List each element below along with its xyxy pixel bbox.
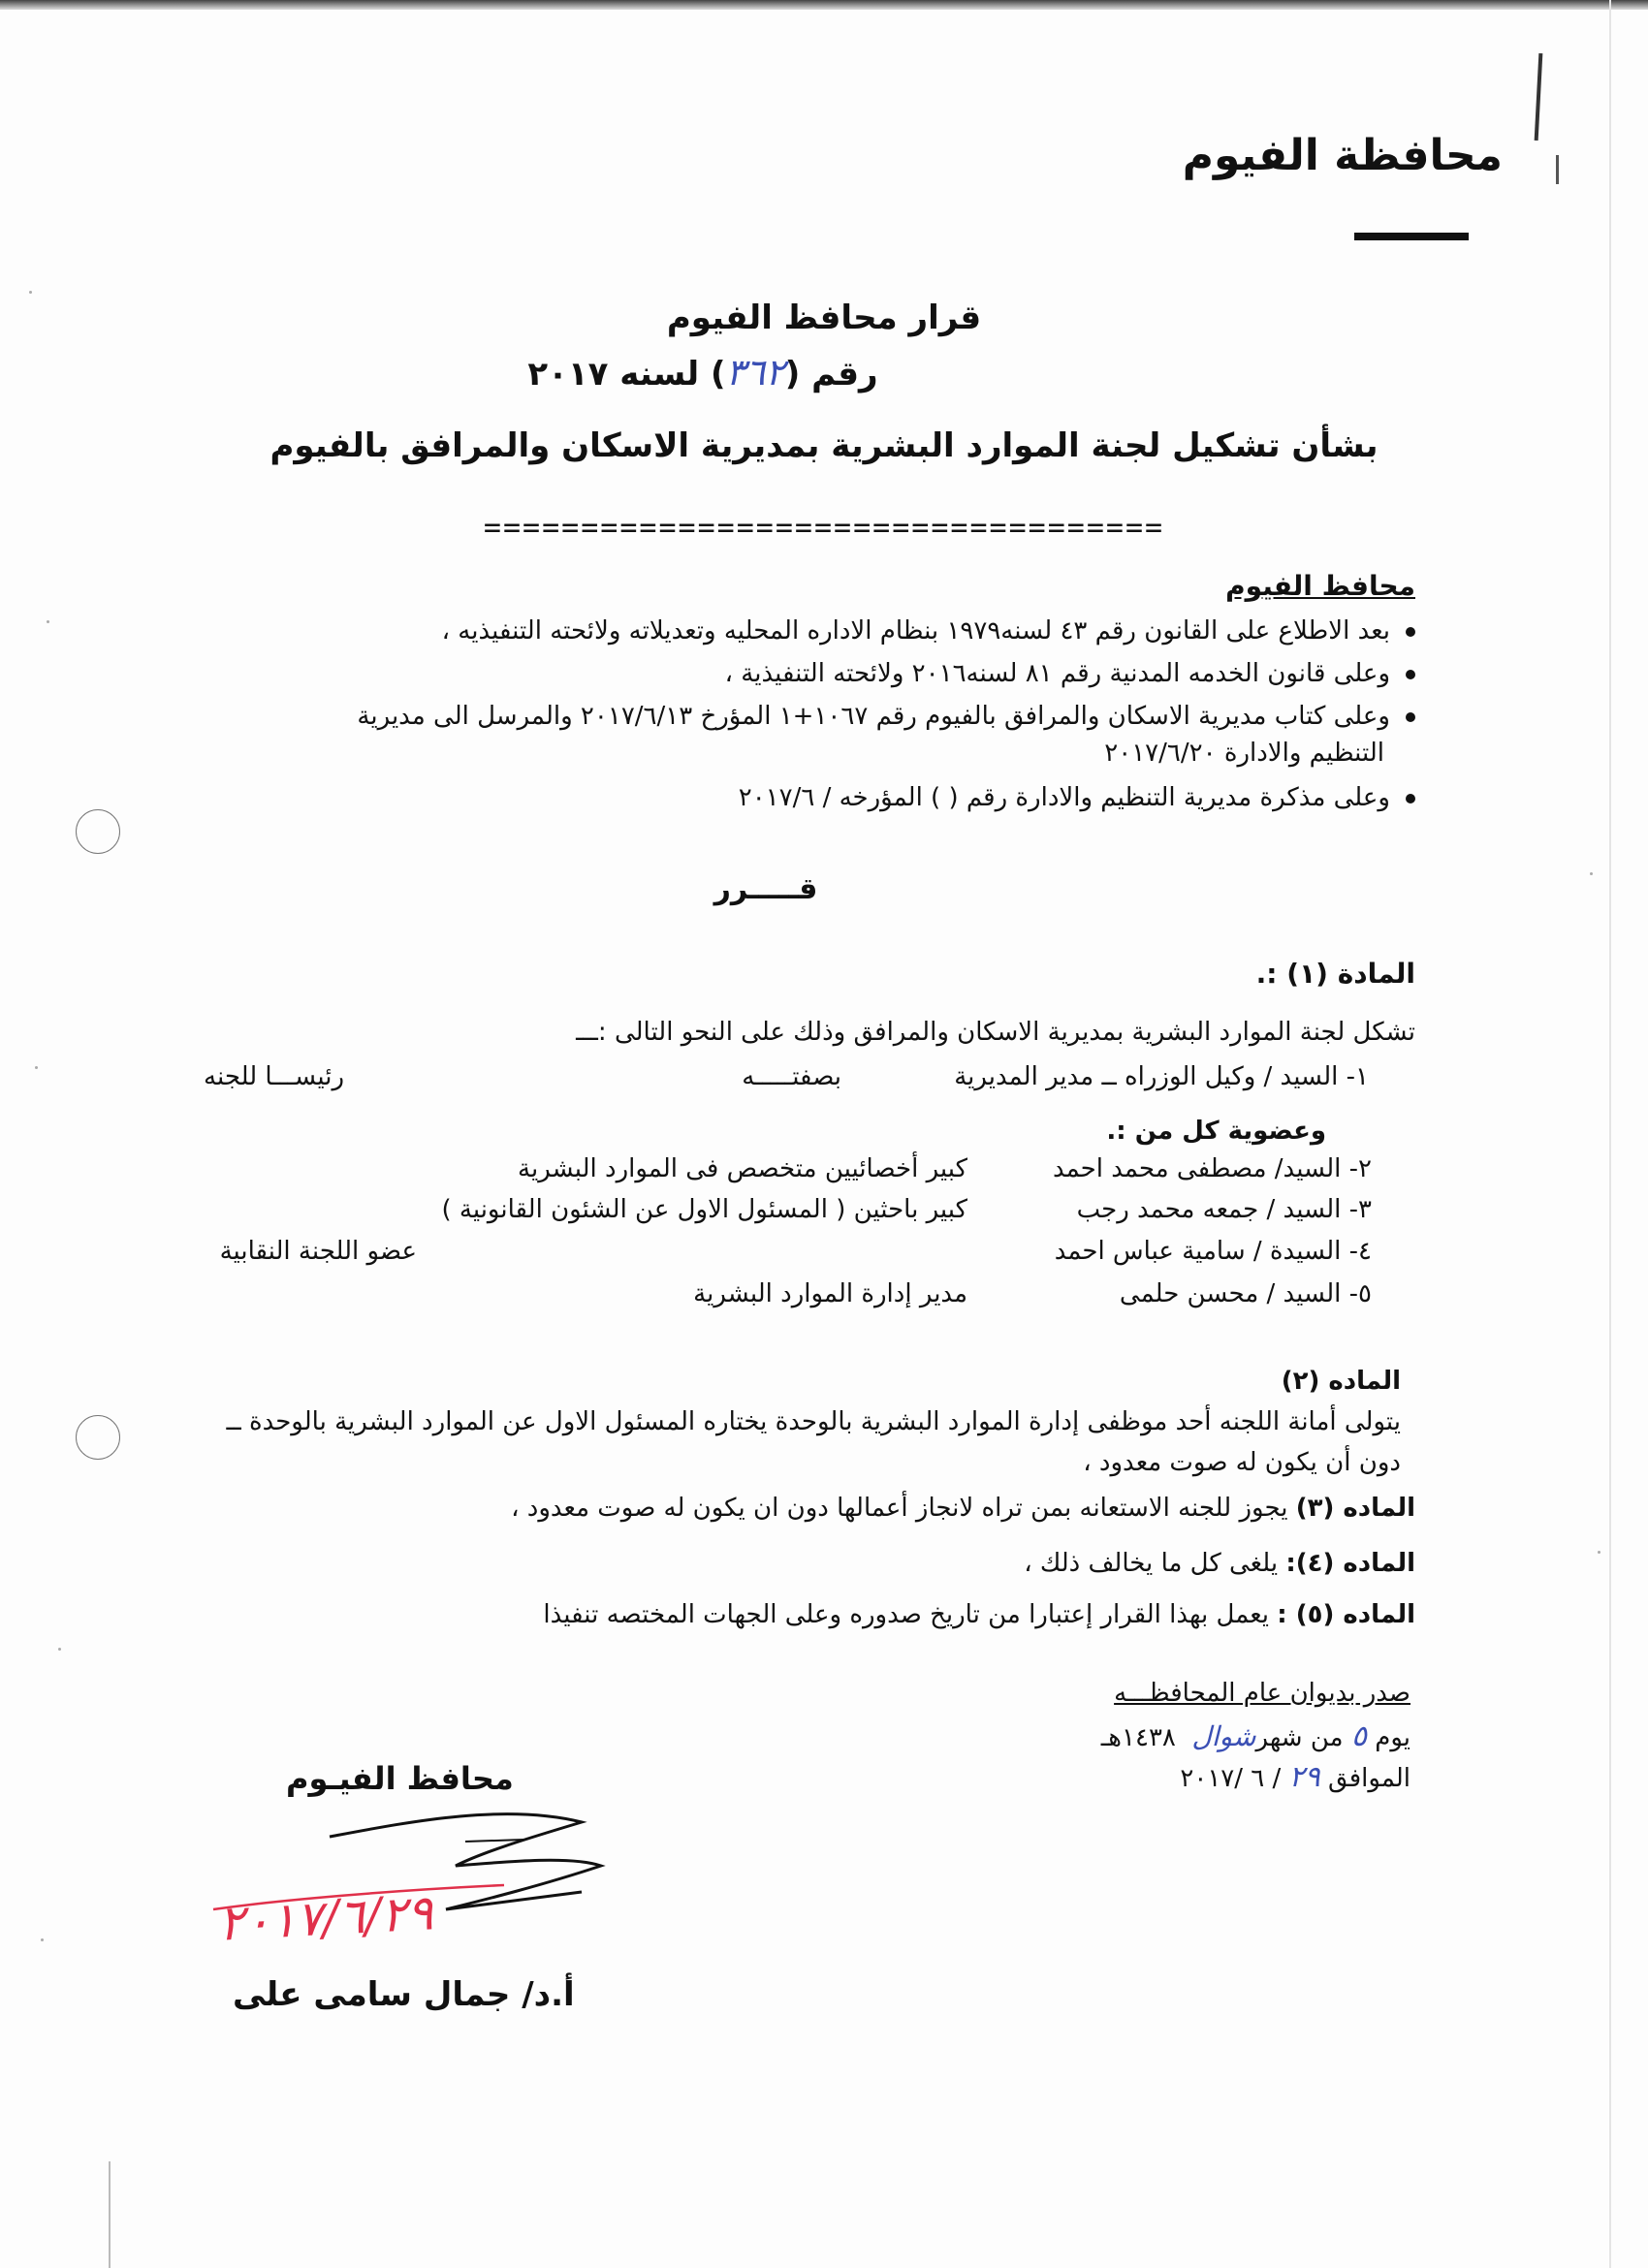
scan-border-top xyxy=(0,0,1648,10)
issued-day-handwritten: ٥ xyxy=(1350,1719,1367,1753)
issued-gregorian-date xyxy=(1180,1760,1410,1794)
issued-day-label: يوم xyxy=(1375,1723,1410,1752)
chair-capacity: بصفتـــــه xyxy=(742,1062,841,1091)
member-role: كبير باحثين ( المسئول الاول عن الشئون القانونية ) xyxy=(441,1195,967,1224)
article-3-text: يجوز للجنه الاستعانه بمن تراه لانجاز أعمالها دون ان يكون له صوت معدود ، xyxy=(511,1494,1288,1523)
member-role: عضو اللجنة النقابية xyxy=(219,1237,417,1266)
header-org: محافظة الفيوم xyxy=(1182,131,1503,180)
bullet-dot xyxy=(1406,670,1415,679)
issued-month-handwritten: شوال xyxy=(1191,1720,1256,1752)
article-3-title: الماده (٣) xyxy=(1295,1494,1415,1523)
signature-title: محافظ الفيـوم xyxy=(286,1760,514,1797)
article-5-text: يعمل بهذا القرار إعتبارا من تاريخ صدوره وعلى الجهات المختصه تنفيذا xyxy=(543,1600,1270,1629)
bullet-text: وعلى قانون الخدمه المدنية رقم ٨١ لسنه٢٠١٦ ولائحته التنفيذية ، xyxy=(724,659,1390,688)
scan-mark-right-2 xyxy=(1556,155,1559,184)
scan-speck xyxy=(35,1066,38,1069)
scan-speck xyxy=(58,1648,61,1651)
article-4-text: يلغى كل ما يخالف ذلك ، xyxy=(1024,1549,1279,1578)
issued-hijri-year: ١٤٣٨هـ xyxy=(1100,1723,1176,1752)
decision-number-handwritten: ٣٦٢ xyxy=(725,351,785,394)
decision-number xyxy=(0,351,1406,394)
member-role: مدير إدارة الموارد البشرية xyxy=(693,1279,967,1308)
scan-speck xyxy=(29,291,32,294)
preamble-bullet xyxy=(739,783,1415,812)
punch-hole-top xyxy=(76,809,120,854)
governor-label: محافظ الفيوم xyxy=(1225,570,1415,602)
article-1-title: المادة (١) :. xyxy=(1255,958,1415,990)
separator-line: =================================== xyxy=(483,511,1165,545)
bullet-continuation: التنظيم والادارة ٢٠١٧/٦/٢٠ xyxy=(1104,739,1384,768)
handwritten-sign-date: ٢٠١٧/٦/٢٩ xyxy=(216,1884,435,1952)
issued-month-label: من شهر xyxy=(1255,1723,1344,1752)
issued-at: صدر بديوان عام المحافظـــه xyxy=(1114,1679,1410,1708)
bullet-dot xyxy=(1406,794,1415,803)
scan-speck xyxy=(41,1938,44,1941)
decision-number-suffix: ) لسنه ٢٠١٧ xyxy=(527,355,726,394)
signatory-name: أ.د/ جمال سامى على xyxy=(233,1975,575,2014)
article-2-line2: دون أن يكون له صوت معدود ، xyxy=(1083,1448,1401,1477)
bullet-text: وعلى مذكرة مديرية التنظيم والادارة رقم ( ) المؤرخه / ٢٠١٧/٦ xyxy=(738,783,1390,812)
member-name: ٤- السيدة / سامية عباس احمد xyxy=(1054,1237,1372,1266)
article-5 xyxy=(543,1600,1415,1629)
member-name: ٥- السيد / محسن حلمى xyxy=(1119,1279,1372,1308)
article-3 xyxy=(511,1494,1415,1523)
scan-line-left xyxy=(109,2161,111,2268)
article-1-intro: تشكل لجنة الموارد البشرية بمديرية الاسكان والمرافق وذلك على النحو التالى :ـــ xyxy=(576,1018,1415,1047)
red-underline xyxy=(204,1880,514,1958)
preamble-bullet xyxy=(357,702,1415,731)
issued-greg-label: الموافق xyxy=(1328,1764,1410,1793)
issued-greg-day-handwritten: ٢٩ xyxy=(1288,1760,1320,1794)
bullet-text: بعد الاطلاع على القانون رقم ٤٣ لسنه١٩٧٩ بنظام الاداره المحليه وتعديلاته ولائحته التنفيذيه ، xyxy=(441,616,1390,646)
article-4-title: الماده (٤): xyxy=(1285,1549,1415,1578)
chair-name: ١- السيد / وكيل الوزراه ــ مدير المديرية xyxy=(954,1062,1369,1091)
article-2-line1: يتولى أمانة اللجنه أحد موظفى إدارة الموارد البشرية بالوحدة يختاره المسئول الاول عن الموارد البشرية بالوحدة ــ xyxy=(226,1407,1401,1436)
bullet-dot xyxy=(1406,712,1415,722)
member-role: كبير أخصائيين متخصص فى الموارد البشرية xyxy=(518,1154,967,1183)
bullet-text: وعلى كتاب مديرية الاسكان والمرافق بالفيوم رقم ١٠٦٧+١ المؤرخ ٢٠١٧/٦/١٣ والمرسل الى مديرية xyxy=(357,702,1390,731)
bullet-dot xyxy=(1406,627,1415,637)
preamble-bullet xyxy=(725,659,1415,688)
decides-heading: قـــــرر xyxy=(713,872,818,906)
members-label: وعضوية كل من :. xyxy=(1106,1117,1326,1146)
scan-mark-right xyxy=(1535,53,1543,141)
header-underline xyxy=(1354,233,1469,240)
decision-title: قرار محافظ الفيوم xyxy=(666,299,982,337)
preamble-bullet xyxy=(442,616,1415,646)
article-2-title: الماده (٢) xyxy=(1281,1367,1401,1396)
member-name: ٣- السيد / جمعه محمد رجب xyxy=(1076,1195,1372,1224)
scan-speck xyxy=(1590,872,1593,875)
scan-speck xyxy=(47,620,49,623)
chair-role: رئيســـا للجنه xyxy=(204,1062,344,1091)
decision-subject: بشأن تشكيل لجنة الموارد البشرية بمديرية الاسكان والمرافق بالفيوم xyxy=(269,426,1379,465)
article-5-title: الماده (٥) : xyxy=(1277,1600,1415,1629)
scan-speck xyxy=(1598,1551,1600,1554)
member-name: ٢- السيد/ مصطفى محمد احمد xyxy=(1053,1154,1372,1183)
punch-hole-bottom xyxy=(76,1415,120,1460)
article-4 xyxy=(1024,1549,1415,1578)
decision-number-prefix: رقم ( xyxy=(784,355,878,394)
scan-edge-right xyxy=(1609,0,1611,2268)
issued-greg-rest: / ٦ /٢٠١٧ xyxy=(1180,1764,1282,1793)
issued-hijri-date xyxy=(1101,1719,1410,1753)
